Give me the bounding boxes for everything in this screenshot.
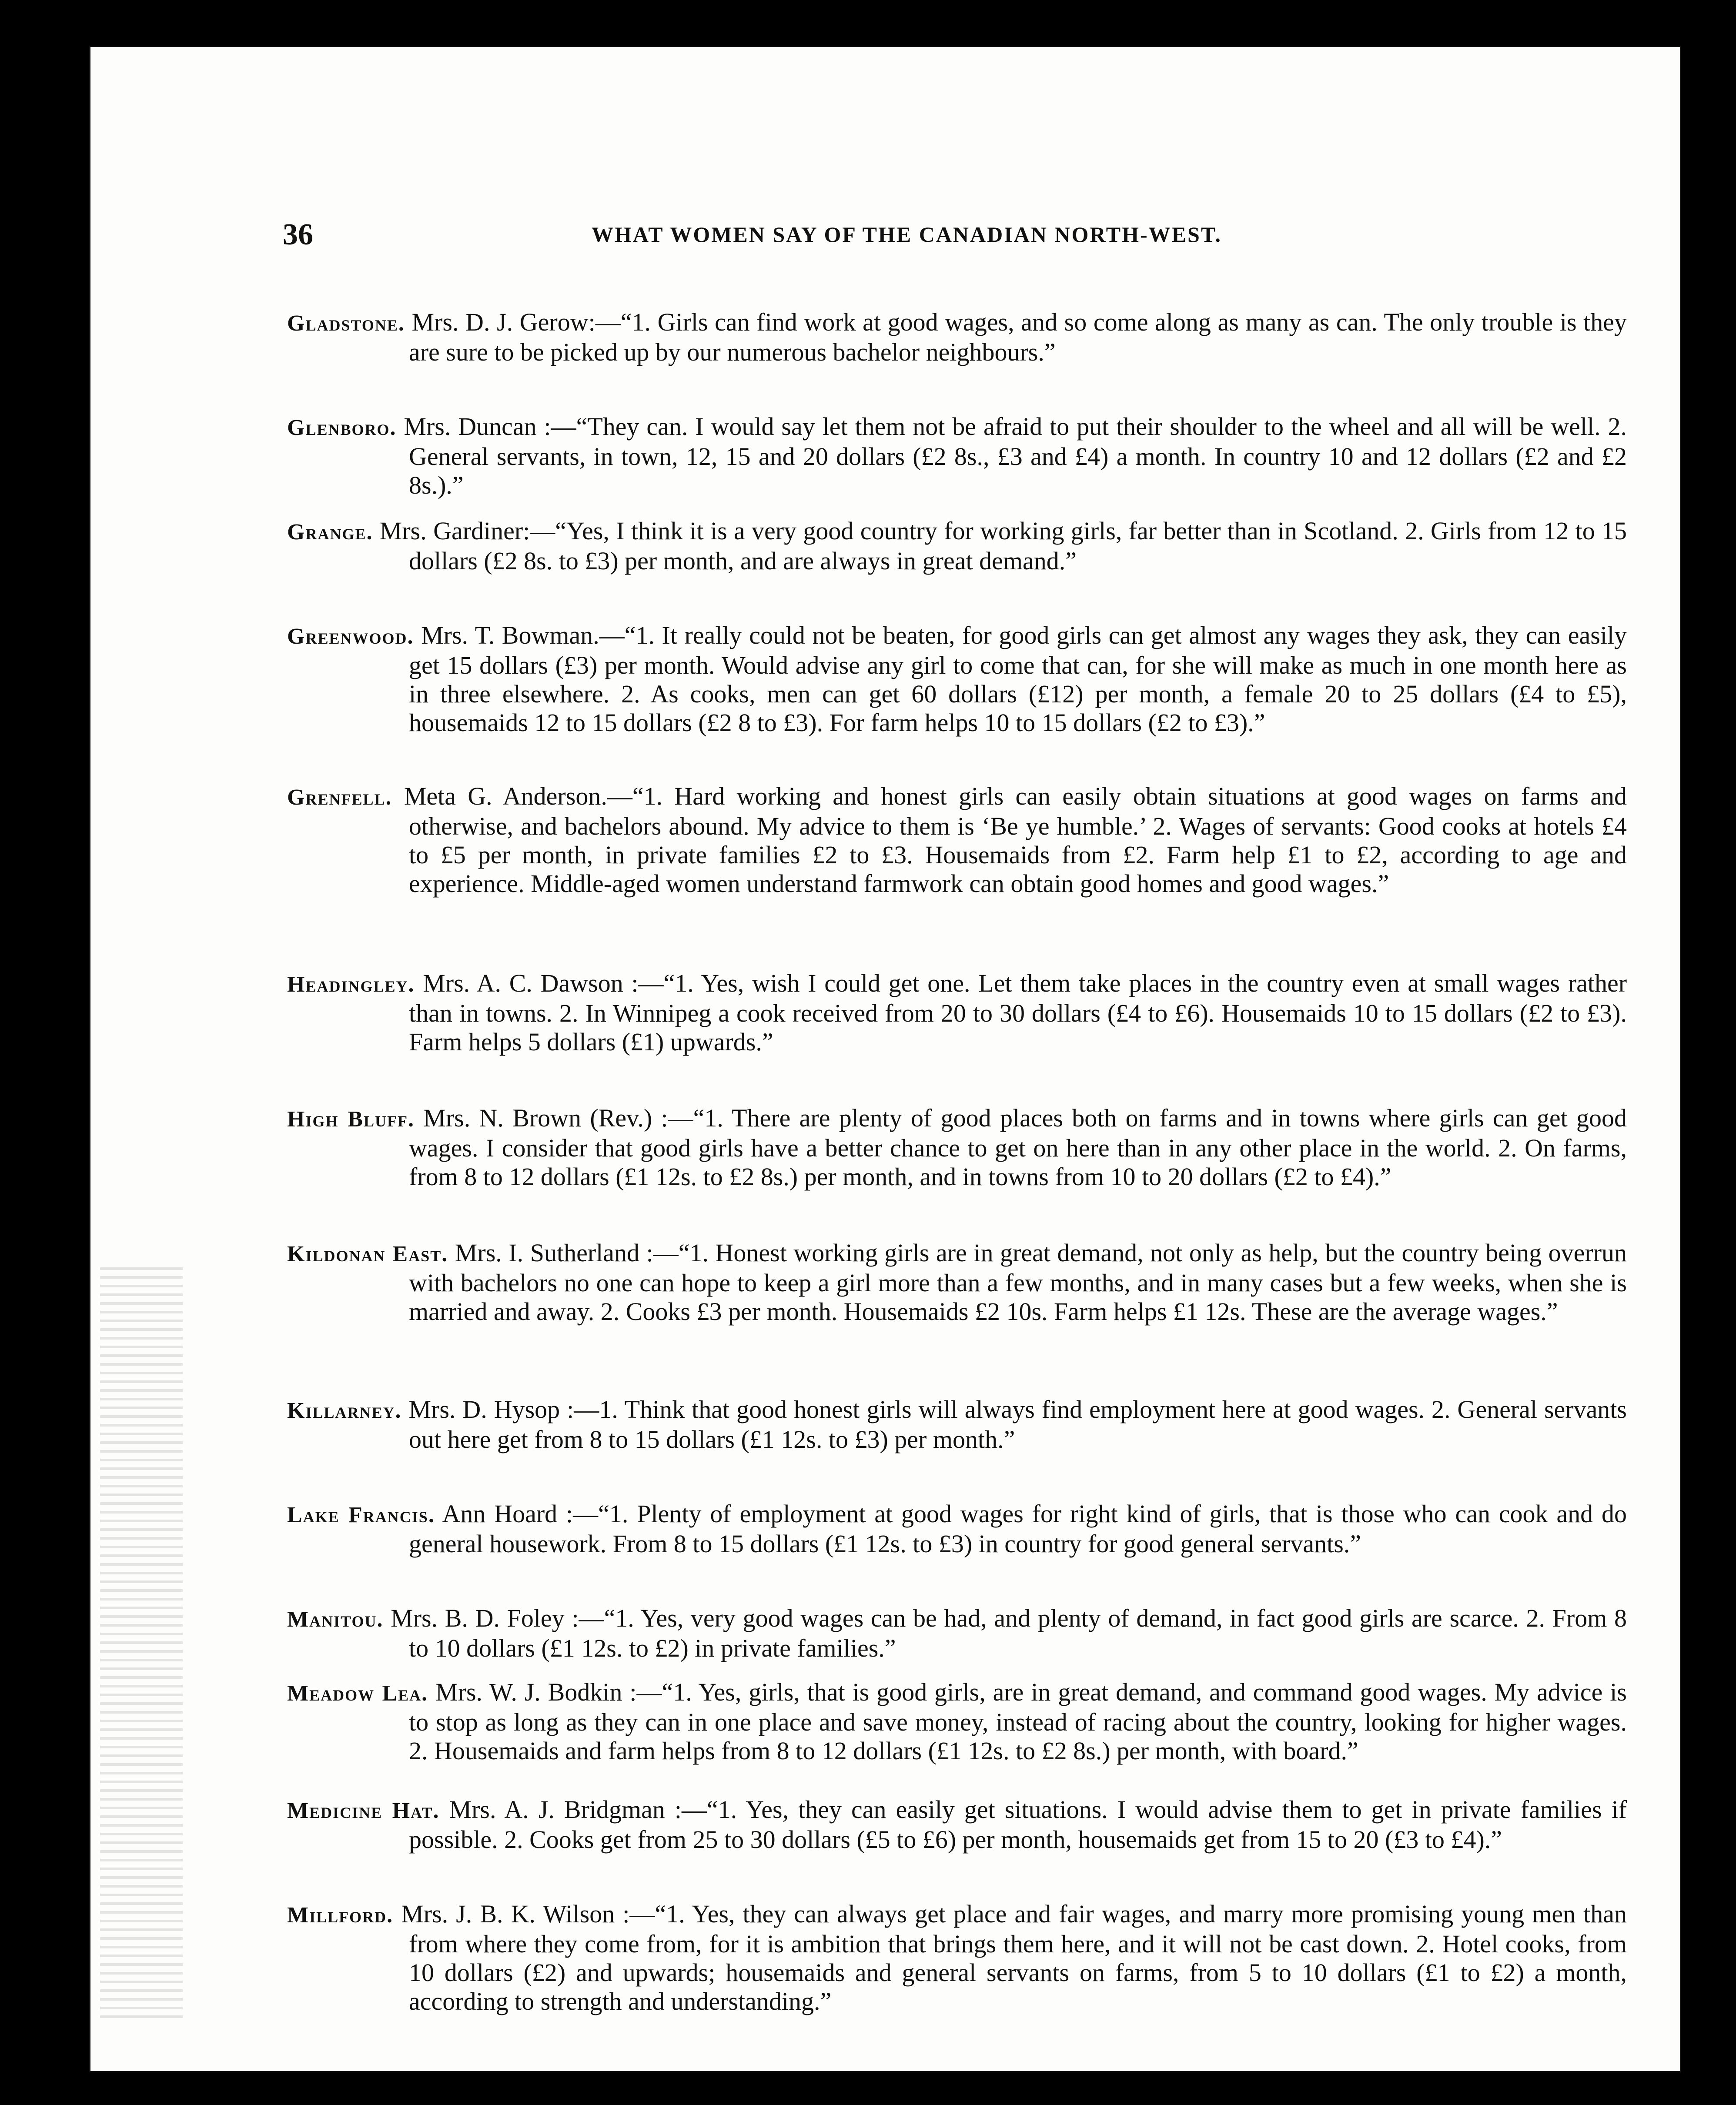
place-name: Headingley. <box>287 972 415 997</box>
testimonial-text: “1. Girls can find work at good wages, and so come along as many as can. The only trouble is they are sure to be picked up by our numerous bachelor neighbours.” <box>409 308 1627 366</box>
writer-name: Mrs. Gardiner:— <box>379 517 555 545</box>
testimonial-entry <box>287 621 1627 737</box>
testimonial-text: 1. Think that good honest girls will always find employment here at good wages. 2. General servants out here get from 8 to 15 dollars (£1 12s. to £3) per month.” <box>409 1395 1627 1453</box>
page-header <box>283 217 1631 257</box>
testimonial-text: “1. Yes, very good wages can be had, and plenty of demand, in fact good girls are scarce. 2. From 8 to 10 dollars (£1 12s. to £2) in private families.” <box>409 1604 1627 1662</box>
testimonial-text: “1. Yes, they can easily get situations. I would advise them to get in private families if possible. 2. Cooks get from 25 to 30 dollars (£5 to £6) per month, housemaids get from 15 to 20 (£3 to £4).” <box>409 1795 1627 1854</box>
testimonial-entry <box>287 1500 1627 1558</box>
testimonial-text: “1. There are plenty of good places both on farms and in towns where girls can get good wages. I consider that good girls have a better chance to get on here than in any other place in the world. 2. On farms, from 8 to 12 dollars (£1 12s. to £2 8s.) per month, and in towns from 10 to 20 dollars (£2 to £4).” <box>409 1104 1627 1191</box>
writer-name: Mrs. B. D. Foley :— <box>391 1604 604 1632</box>
writer-name: Mrs. J. B. K. Wilson :— <box>401 1900 655 1928</box>
place-name: Manitou. <box>287 1607 384 1632</box>
testimonial-entry <box>287 517 1627 575</box>
testimonial-text: “Yes, I think it is a very good country for working girls, far better than in Scotland. 2. Girls from 12 to 15 dollars (£2 8s. to £3) per month, and are always in great demand.” <box>409 517 1627 575</box>
running-title: WHAT WOMEN SAY OF THE CANADIAN NORTH-WEST. <box>592 222 1222 247</box>
testimonial-text: “1. Yes, wish I could get one. Let them take places in the country even at small wages rather than in towns. 2. In Winnipeg a cook received from 20 to 30 dollars (£4 to £6). Housemaids 10 to 15 dollars (£2 to £3). Farm helps 5 dollars (£1) upwards.” <box>409 969 1627 1056</box>
testimonial-text: “1. Hard working and honest girls can easily obtain situations at good wages on farms and otherwise, and bachelors abound. My advice to them is ‘Be ye humble.’ 2. Wages of servants: Good cooks at hotels £4 to £5 per month, in private families £2 to £3. Housemaids from £2. Farm help £1 to £2, according to age and experience. Middle-aged women understand farmwork can obtain good homes and good wages.” <box>409 782 1627 898</box>
testimonial-entry <box>287 1678 1627 1765</box>
writer-name: Mrs. D. J. Gerow:— <box>411 308 621 336</box>
testimonial-entry <box>287 1104 1627 1191</box>
testimonial-text: “1. Yes, girls, that is good girls, are in great demand, and command good wages. My advice is to stop as long as they can in one place and save money, instead of racing about the country, looking for higher wages. 2. Housemaids and farm helps from 8 to 12 dollars (£1 12s. to £2 8s.) per month, with board.” <box>409 1678 1627 1765</box>
place-name: Meadow Lea. <box>287 1681 428 1706</box>
testimonial-entry <box>287 308 1627 367</box>
binding-edge-marks <box>100 1261 183 2022</box>
writer-name: Mrs. W. J. Bodkin :— <box>435 1678 662 1706</box>
place-name: High Bluff. <box>287 1107 415 1132</box>
testimonial-entry <box>287 1604 1627 1663</box>
testimonial-entry <box>287 1239 1627 1326</box>
place-name: Killarney. <box>287 1398 402 1423</box>
writer-name: Mrs. I. Sutherland :— <box>455 1239 679 1267</box>
place-name: Glenboro. <box>287 415 397 440</box>
testimonial-entry <box>287 1395 1627 1454</box>
testimonial-entry <box>287 412 1627 500</box>
place-name: Lake Francis. <box>287 1503 435 1527</box>
writer-name: Ann Hoard :— <box>442 1500 599 1528</box>
writer-name: Mrs. N. Brown (Rev.) :— <box>423 1104 693 1132</box>
testimonial-text: “1. Plenty of employment at good wages for right kind of girls, that is those who can cook and do general housework. From 8 to 15 dollars (£1 12s. to £3) in country for good general servants.” <box>409 1500 1627 1558</box>
testimonial-text: “They can. I would say let them not be afraid to put their shoulder to the wheel and all will be well. 2. General servants, in town, 12, 15 and 20 dollars (£2 8s., £3 and £4) a month. In country 10 and 12 dollars (£2 and £2 8s.).” <box>409 412 1627 499</box>
place-name: Millford. <box>287 1903 394 1928</box>
writer-name: Mrs. T. Bowman.— <box>421 621 625 649</box>
writer-name: Meta G. Anderson.— <box>404 782 632 810</box>
writer-name: Mrs. Duncan :— <box>404 412 576 441</box>
testimonial-entry <box>287 1795 1627 1854</box>
place-name: Grenfell. <box>287 785 392 810</box>
testimonial-text: “1. Honest working girls are in great demand, not only as help, but the country being overrun with bachelors no one can hope to keep a girl more than a few months, and in many cases but a few weeks, when she is married and away. 2. Cooks £3 per month. Housemaids £2 10s. Farm helps £1 12s. These are the average wages.” <box>409 1239 1627 1326</box>
writer-name: Mrs. D. Hysop :— <box>408 1395 599 1423</box>
writer-name: Mrs. A. J. Bridgman :— <box>449 1795 707 1824</box>
place-name: Medicine Hat. <box>287 1798 440 1823</box>
testimonial-entry <box>287 1900 1627 2016</box>
place-name: Greenwood. <box>287 624 414 649</box>
testimonial-entry <box>287 969 1627 1056</box>
place-name: Kildonan East. <box>287 1242 448 1266</box>
testimonial-text: “1. Yes, they can always get place and fair wages, and marry more promising young men than from where they come from, for it is ambition that brings them here, and it will not be cast down. 2. Hotel cooks, from 10 dollars (£2) and upwards; housemaids and general servants on farms, from 5 to 10 dollars (£1 to £2) a month, according to strength and understanding.” <box>409 1900 1627 2015</box>
testimonial-entry <box>287 782 1627 898</box>
place-name: Gladstone. <box>287 311 405 336</box>
place-name: Grange. <box>287 520 373 545</box>
testimonial-text: “1. It really could not be beaten, for good girls can get almost any wages they ask, they can easily get 15 dollars (£3) per month. Would advise any girl to come that can, for she will make as much in one month here as in three elsewhere. 2. As cooks, men can get 60 dollars (£12) per month, a female 20 to 25 dollars (£4 to £5), housemaids 12 to 15 dollars (£2 8 to £3). For farm helps 10 to 15 dollars (£2 to £3).” <box>409 621 1627 737</box>
writer-name: Mrs. A. C. Dawson :— <box>423 969 664 997</box>
page-number: 36 <box>283 218 313 251</box>
